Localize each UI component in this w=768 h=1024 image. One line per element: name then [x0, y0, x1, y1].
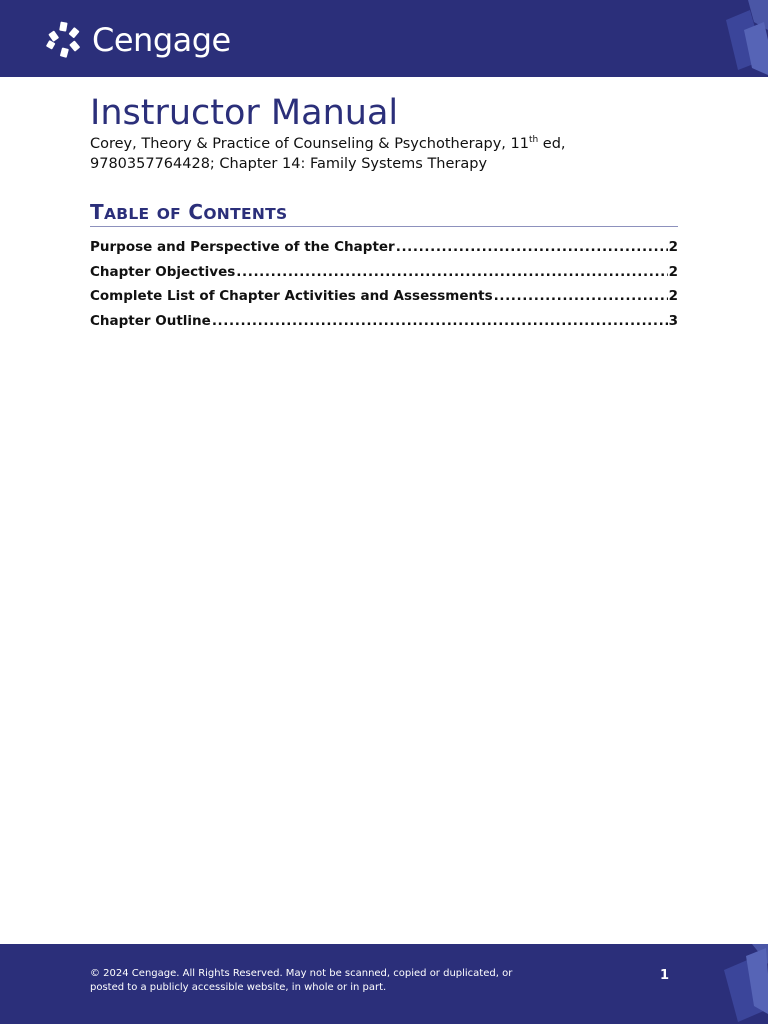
page-footer [0, 944, 768, 1024]
toc-entry-page: 2 [668, 239, 678, 255]
toc-entry-page: 3 [668, 312, 678, 329]
page-title: Instructor Manual [90, 93, 399, 133]
cengage-logo [46, 20, 231, 60]
toc-entry-label: Complete List of Chapter Activities and Assessments [90, 288, 493, 304]
corner-decoration-icon [718, 944, 768, 1024]
toc-leader-dots [212, 309, 668, 334]
edition-superscript: th [528, 135, 539, 146]
document-body [90, 92, 678, 333]
corner-decoration-icon [718, 0, 768, 77]
subtitle-edition-suffix: ed, [538, 136, 566, 152]
toc-entry-purpose[interactable] [90, 235, 678, 260]
toc-entry-label: Chapter Outline [90, 312, 211, 329]
toc-entry-objectives[interactable] [90, 260, 678, 285]
document-subtitle [90, 134, 678, 174]
toc-entry-outline[interactable] [90, 309, 678, 334]
toc-leader-dots [396, 235, 668, 260]
toc-entry-label: Chapter Objectives [90, 263, 236, 280]
toc-list [90, 235, 678, 333]
subtitle-text: Corey, Theory & Practice of Counseling & Psychotherapy, 11 [90, 136, 529, 152]
subtitle-isbn-chapter: 9780357764428; Chapter 14: Family Systems Therapy [90, 156, 488, 172]
page-number: 1 [660, 968, 670, 983]
toc-leader-dots [236, 260, 667, 285]
toc-entry-activities[interactable] [90, 284, 678, 309]
copyright-notice: © 2024 Cengage. All Rights Reserved. May not be scanned, copied or duplicated, or posted to a publicly accessible website, in whole or in part. [90, 968, 513, 993]
logo-text: Cengage [92, 21, 231, 59]
toc-entry-label: Purpose and Perspective of the Chapter [90, 239, 395, 255]
toc-heading: TABLE OF CONTENTS [90, 200, 678, 227]
cengage-mark-icon [46, 20, 84, 60]
toc-entry-page: 2 [668, 263, 678, 280]
page-header [0, 0, 768, 77]
toc-entry-page: 2 [668, 288, 678, 304]
toc-leader-dots [494, 284, 668, 309]
